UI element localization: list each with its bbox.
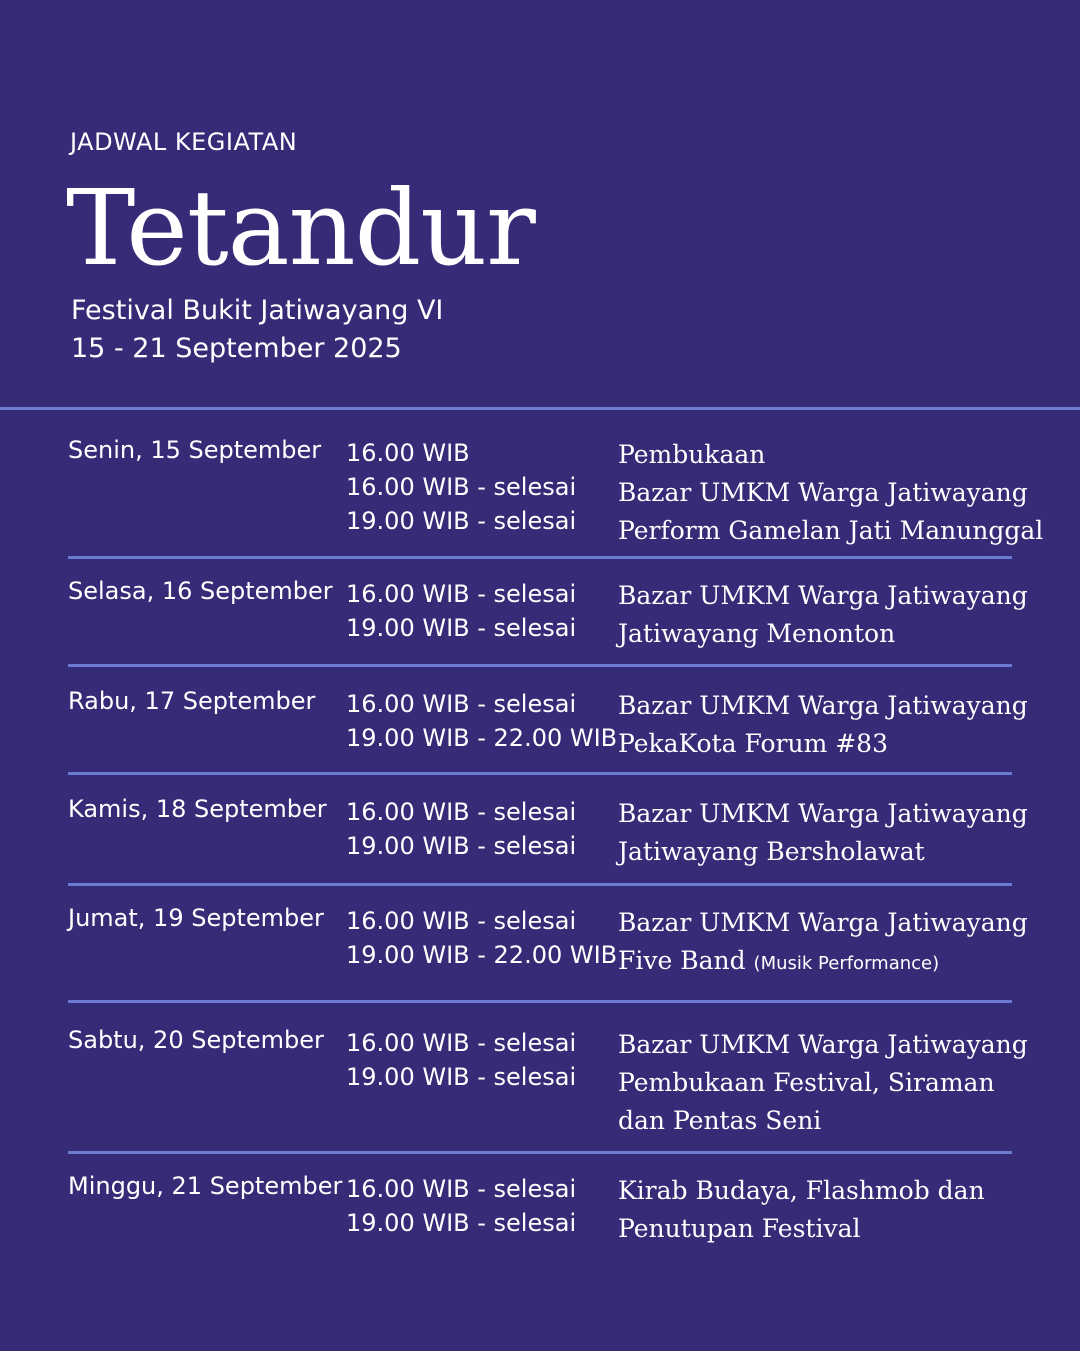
- time-item: 16.00 WIB - selesai: [346, 690, 577, 718]
- time-item: 19.00 WIB - selesai: [346, 832, 577, 860]
- activity-item-with-note: [618, 942, 1028, 983]
- activity-note: (Musik Performance): [753, 953, 940, 974]
- time-list: [346, 436, 576, 538]
- activity-list: [618, 1172, 985, 1248]
- event-subtitle-block: [71, 292, 443, 368]
- activity-item: Bazar UMKM Warga Jatiwayang: [618, 478, 1028, 507]
- day-label: Senin, 15 September: [68, 436, 322, 464]
- schedule-row-minggu: [68, 1172, 1012, 1252]
- schedule-row-senin: [68, 436, 1044, 559]
- time-item: 19.00 WIB - selesai: [346, 614, 577, 642]
- time-item: 16.00 WIB - selesai: [346, 580, 577, 608]
- activity-item: PekaKota Forum #83: [618, 729, 888, 758]
- header-divider: [0, 407, 1080, 410]
- row-divider: [68, 1151, 1012, 1154]
- schedule-row-rabu: [68, 687, 1028, 775]
- activity-item: Pembukaan Festival, Siraman: [618, 1068, 995, 1097]
- time-item: 19.00 WIB - selesai: [346, 1209, 577, 1237]
- time-item: 16.00 WIB - selesai: [346, 1175, 577, 1203]
- activity-list: [618, 1026, 1028, 1140]
- time-item: 19.00 WIB - selesai: [346, 1063, 577, 1091]
- schedule-row-kamis: [68, 795, 1028, 886]
- event-title: Tetandur: [66, 167, 535, 289]
- activity-item: Kirab Budaya, Flashmob dan: [618, 1176, 985, 1205]
- day-label: Sabtu, 20 September: [68, 1026, 324, 1054]
- row-divider: [68, 1000, 1012, 1003]
- activity-item: Penutupan Festival: [618, 1214, 861, 1243]
- schedule-row-sabtu: [68, 1026, 1028, 1154]
- time-list: [346, 577, 576, 645]
- activity-list: [618, 687, 1028, 763]
- schedule-row-jumat: [68, 904, 1028, 1003]
- day-label: Selasa, 16 September: [68, 577, 333, 605]
- time-list: [346, 687, 617, 755]
- activity-item: Jatiwayang Bersholawat: [618, 837, 925, 866]
- day-label: Kamis, 18 September: [68, 795, 327, 823]
- time-list: [346, 904, 617, 972]
- section-kicker: JADWAL KEGIATAN: [70, 128, 298, 156]
- activity-list: [618, 904, 1028, 983]
- row-divider: [68, 664, 1012, 667]
- activity-item: Perform Gamelan Jati Manunggal: [618, 516, 1044, 545]
- activity-list: [618, 577, 1028, 653]
- schedule-row-selasa: [68, 577, 1028, 667]
- activity-item: Bazar UMKM Warga Jatiwayang: [618, 799, 1028, 828]
- time-item: 19.00 WIB - 22.00 WIB: [346, 941, 618, 969]
- time-item: 16.00 WIB - selesai: [346, 473, 577, 501]
- activity-item: Pembukaan: [618, 440, 766, 469]
- row-divider: [68, 772, 1012, 775]
- activity-list: [618, 436, 1043, 550]
- day-label: Rabu, 17 September: [68, 687, 316, 715]
- activity-item: Bazar UMKM Warga Jatiwayang: [618, 1030, 1028, 1059]
- activity-item: Five Band: [618, 946, 746, 975]
- time-item: 16.00 WIB: [346, 439, 470, 467]
- time-item: 16.00 WIB - selesai: [346, 1029, 577, 1057]
- time-item: 19.00 WIB - 22.00 WIB: [346, 724, 618, 752]
- time-list: [346, 1172, 576, 1240]
- activity-item: Jatiwayang Menonton: [618, 619, 896, 648]
- day-label: Jumat, 19 September: [68, 904, 324, 932]
- time-item: 16.00 WIB - selesai: [346, 907, 577, 935]
- activity-item: dan Pentas Seni: [618, 1106, 822, 1135]
- time-item: 19.00 WIB - selesai: [346, 507, 577, 535]
- event-dates: 15 - 21 September 2025: [71, 333, 402, 364]
- activity-item: Bazar UMKM Warga Jatiwayang: [618, 581, 1028, 610]
- day-label: Minggu, 21 September: [68, 1172, 343, 1200]
- activity-item: Bazar UMKM Warga Jatiwayang: [618, 908, 1028, 937]
- activity-list: [618, 795, 1028, 871]
- activity-item: Bazar UMKM Warga Jatiwayang: [618, 691, 1028, 720]
- row-divider: [68, 556, 1012, 559]
- event-subtitle: Festival Bukit Jatiwayang VI: [71, 295, 444, 326]
- time-item: 16.00 WIB - selesai: [346, 798, 577, 826]
- time-list: [346, 795, 576, 863]
- time-list: [346, 1026, 576, 1094]
- row-divider: [68, 883, 1012, 886]
